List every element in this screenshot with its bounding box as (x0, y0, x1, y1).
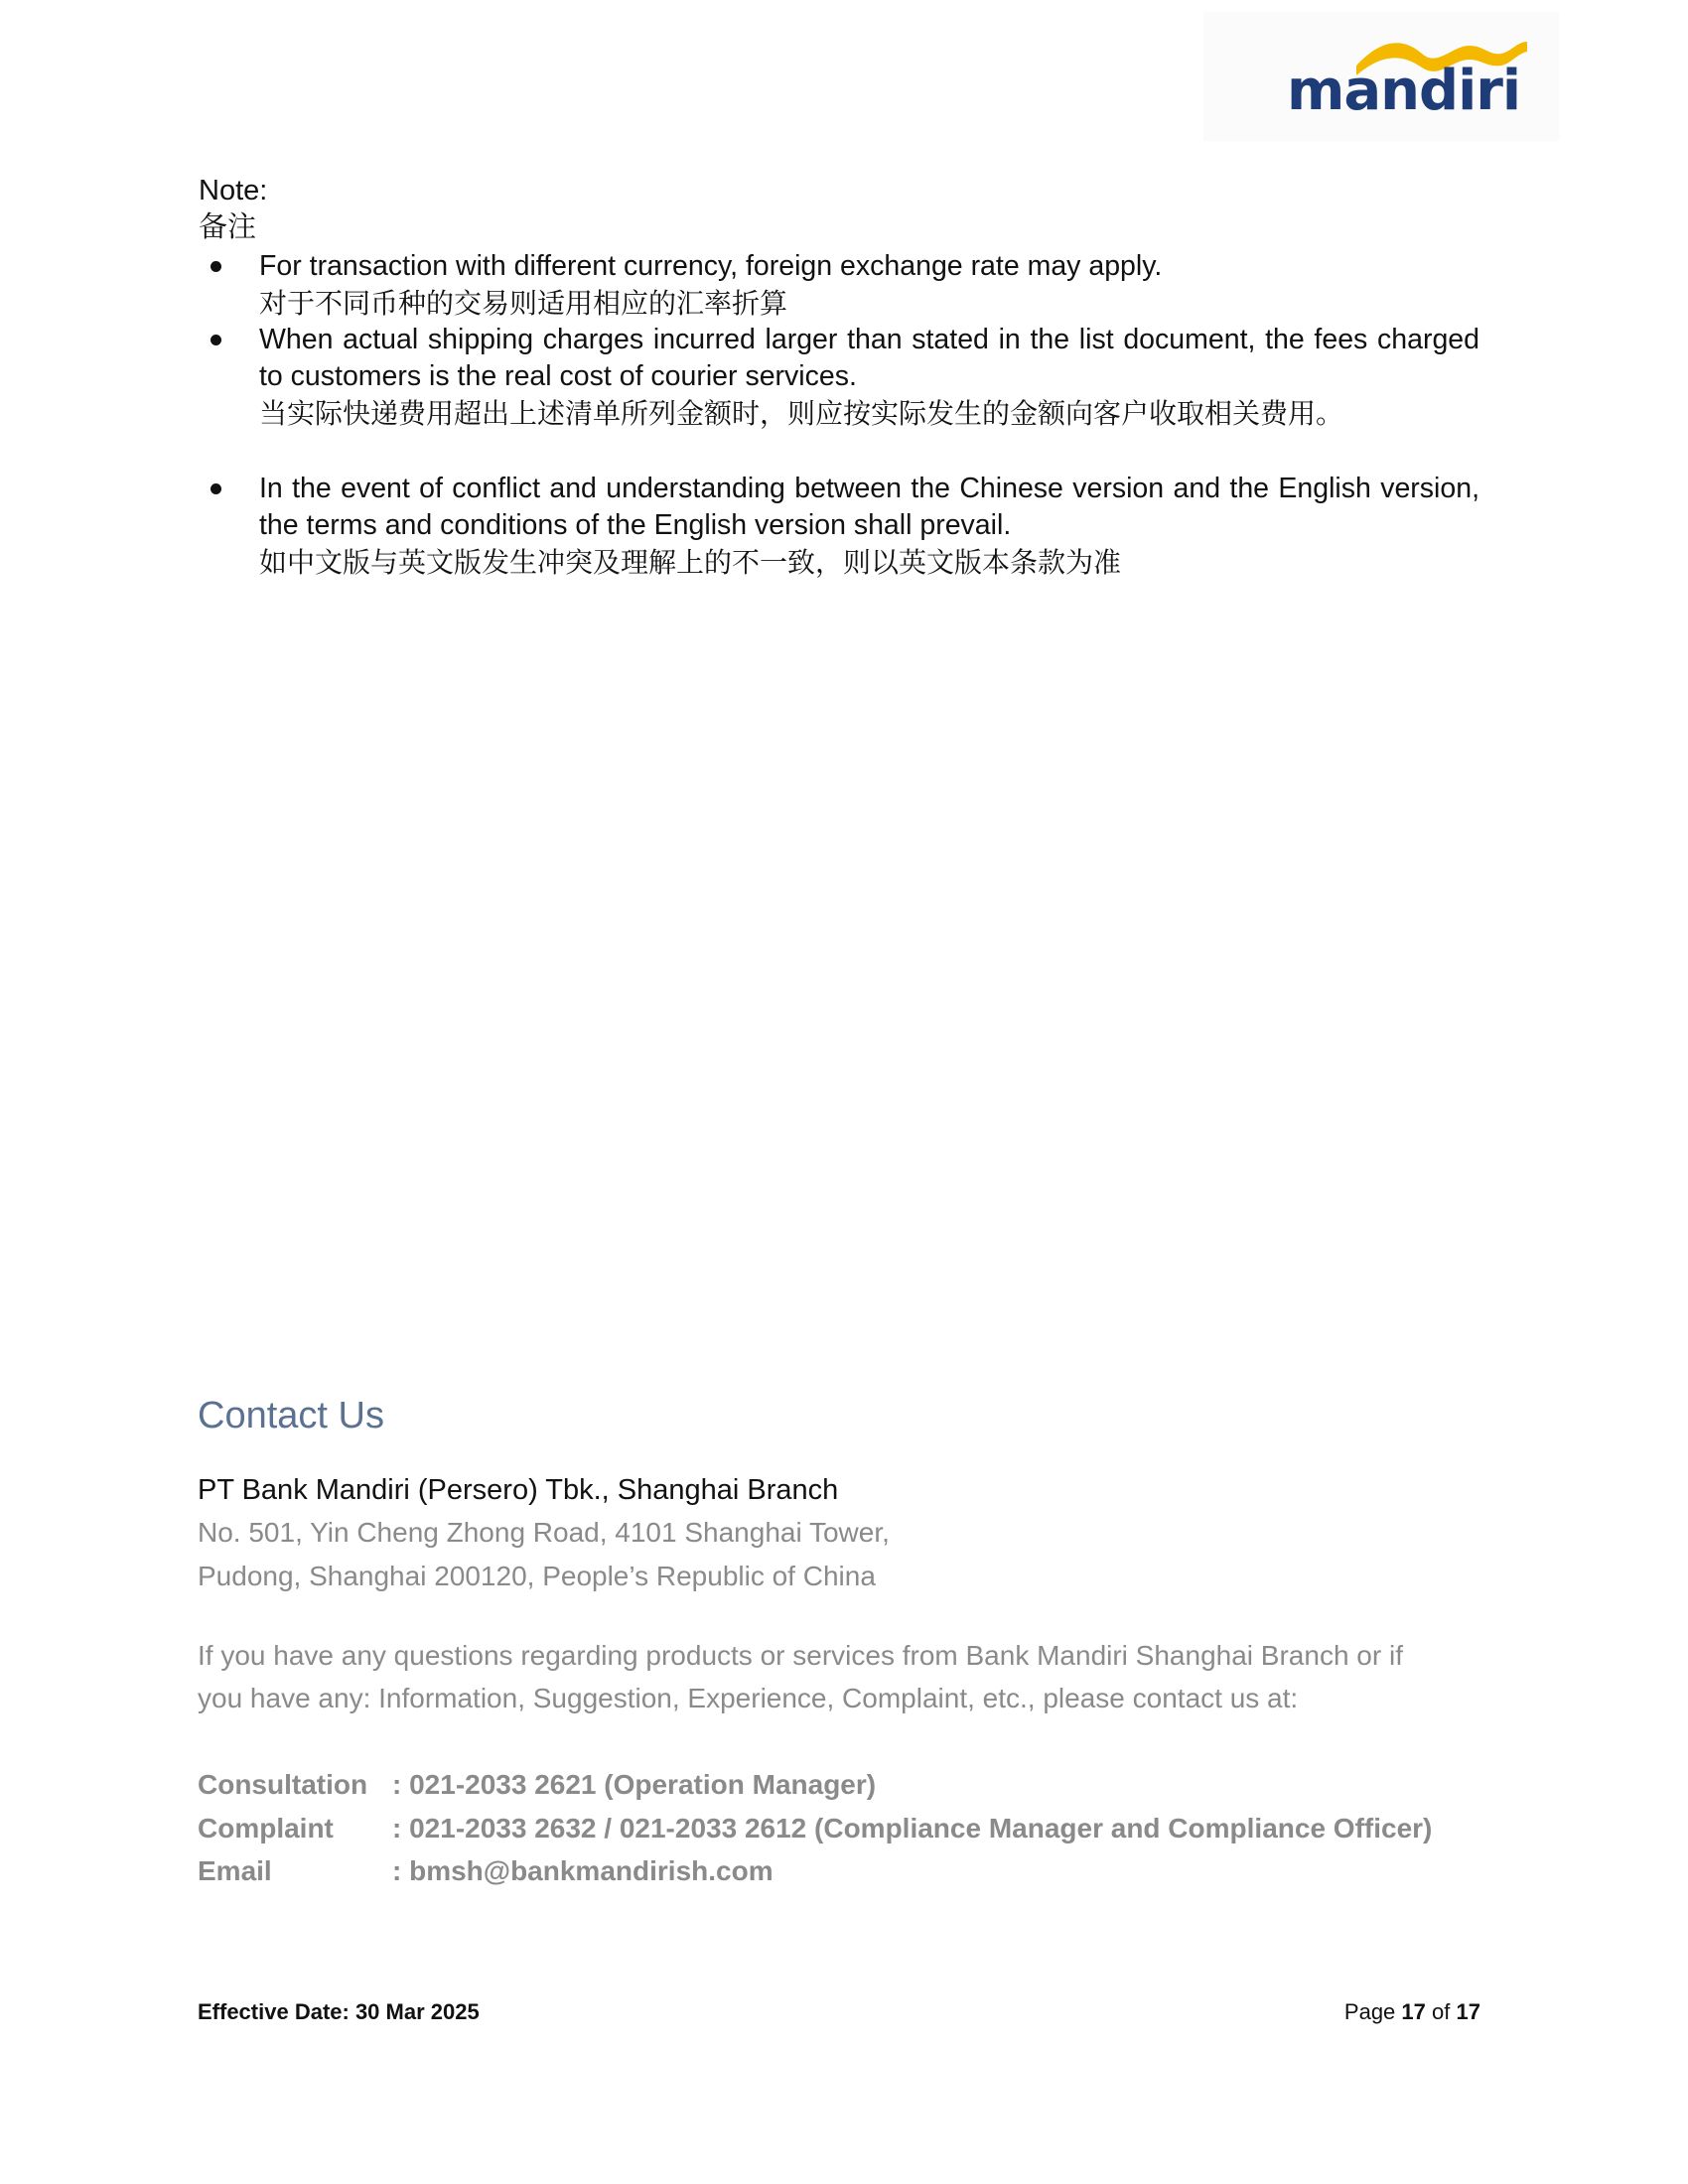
note-text-english: In the event of conflict and understanding between the Chinese version and the English version, the terms and conditions of the English version shall prevail. (259, 473, 1479, 541)
note-item (199, 471, 1479, 581)
contact-intro: you have any: Information, Suggestion, Experience, Complaint, etc., please contact us at: (198, 1683, 1299, 1713)
contact-row-complaint (198, 1810, 1432, 1847)
effective-date: Effective Date: 30 Mar 2025 (198, 1999, 480, 2024)
page-current: 17 (1401, 1999, 1426, 2024)
note-title: Note: (199, 175, 268, 206)
page-prefix: Page (1343, 1999, 1396, 2024)
contact-email: : bmsh@bankmandirish.com (392, 1855, 774, 1886)
page-total: 17 (1456, 1999, 1480, 2024)
note-list (199, 248, 1479, 581)
note-text-chinese: 如中文版与英文版发生冲突及理解上的不一致，则以英文版本条款为准 (259, 546, 1122, 579)
bullet-icon (211, 335, 221, 345)
note-item (199, 248, 1479, 322)
address-line: Pudong, Shanghai 200120, People’s Republic of China (198, 1561, 876, 1591)
consultation-phone: : 021-2033 2621 (Operation Manager) (392, 1769, 877, 1800)
page-number (1344, 1997, 1480, 2027)
note-title-chinese: 备注 (199, 211, 257, 243)
contact-label: Complaint (198, 1813, 334, 1843)
contact-row-consultation (198, 1766, 876, 1804)
bullet-icon (211, 261, 221, 272)
note-text-chinese: 当实际快递费用超出上述清单所列金额时，则应按实际发生的金额向客户收取相关费用。 (259, 397, 1344, 430)
complaint-phone: : 021-2033 2632 / 021-2033 2612 (Compliance Manager and Compliance Officer) (392, 1813, 1433, 1843)
note-item (199, 322, 1479, 432)
bank-logo (1203, 12, 1559, 141)
contact-intro: If you have any questions regarding products or services from Bank Mandiri Shanghai Branch or if (198, 1640, 1403, 1671)
page-of: of (1432, 1999, 1451, 2024)
address-line: No. 501, Yin Cheng Zhong Road, 4101 Shanghai Tower, (198, 1517, 890, 1548)
contact-heading: Contact Us (198, 1395, 384, 1436)
note-text-english: For transaction with different currency, foreign exchange rate may apply. (259, 250, 1163, 282)
note-text-chinese: 对于不同币种的交易则适用相应的汇率折算 (259, 287, 788, 320)
contact-row-email (198, 1852, 774, 1890)
bullet-icon (211, 483, 221, 494)
contact-label: Email (198, 1855, 272, 1886)
logo-wordmark: mandiri (1287, 59, 1521, 123)
branch-name: PT Bank Mandiri (Persero) Tbk., Shanghai Branch (198, 1474, 839, 1506)
contact-label: Consultation (198, 1769, 368, 1800)
note-text-english: When actual shipping charges incurred larger than stated in the list document, the fees charged to customers is the real cost of courier services. (259, 324, 1479, 392)
